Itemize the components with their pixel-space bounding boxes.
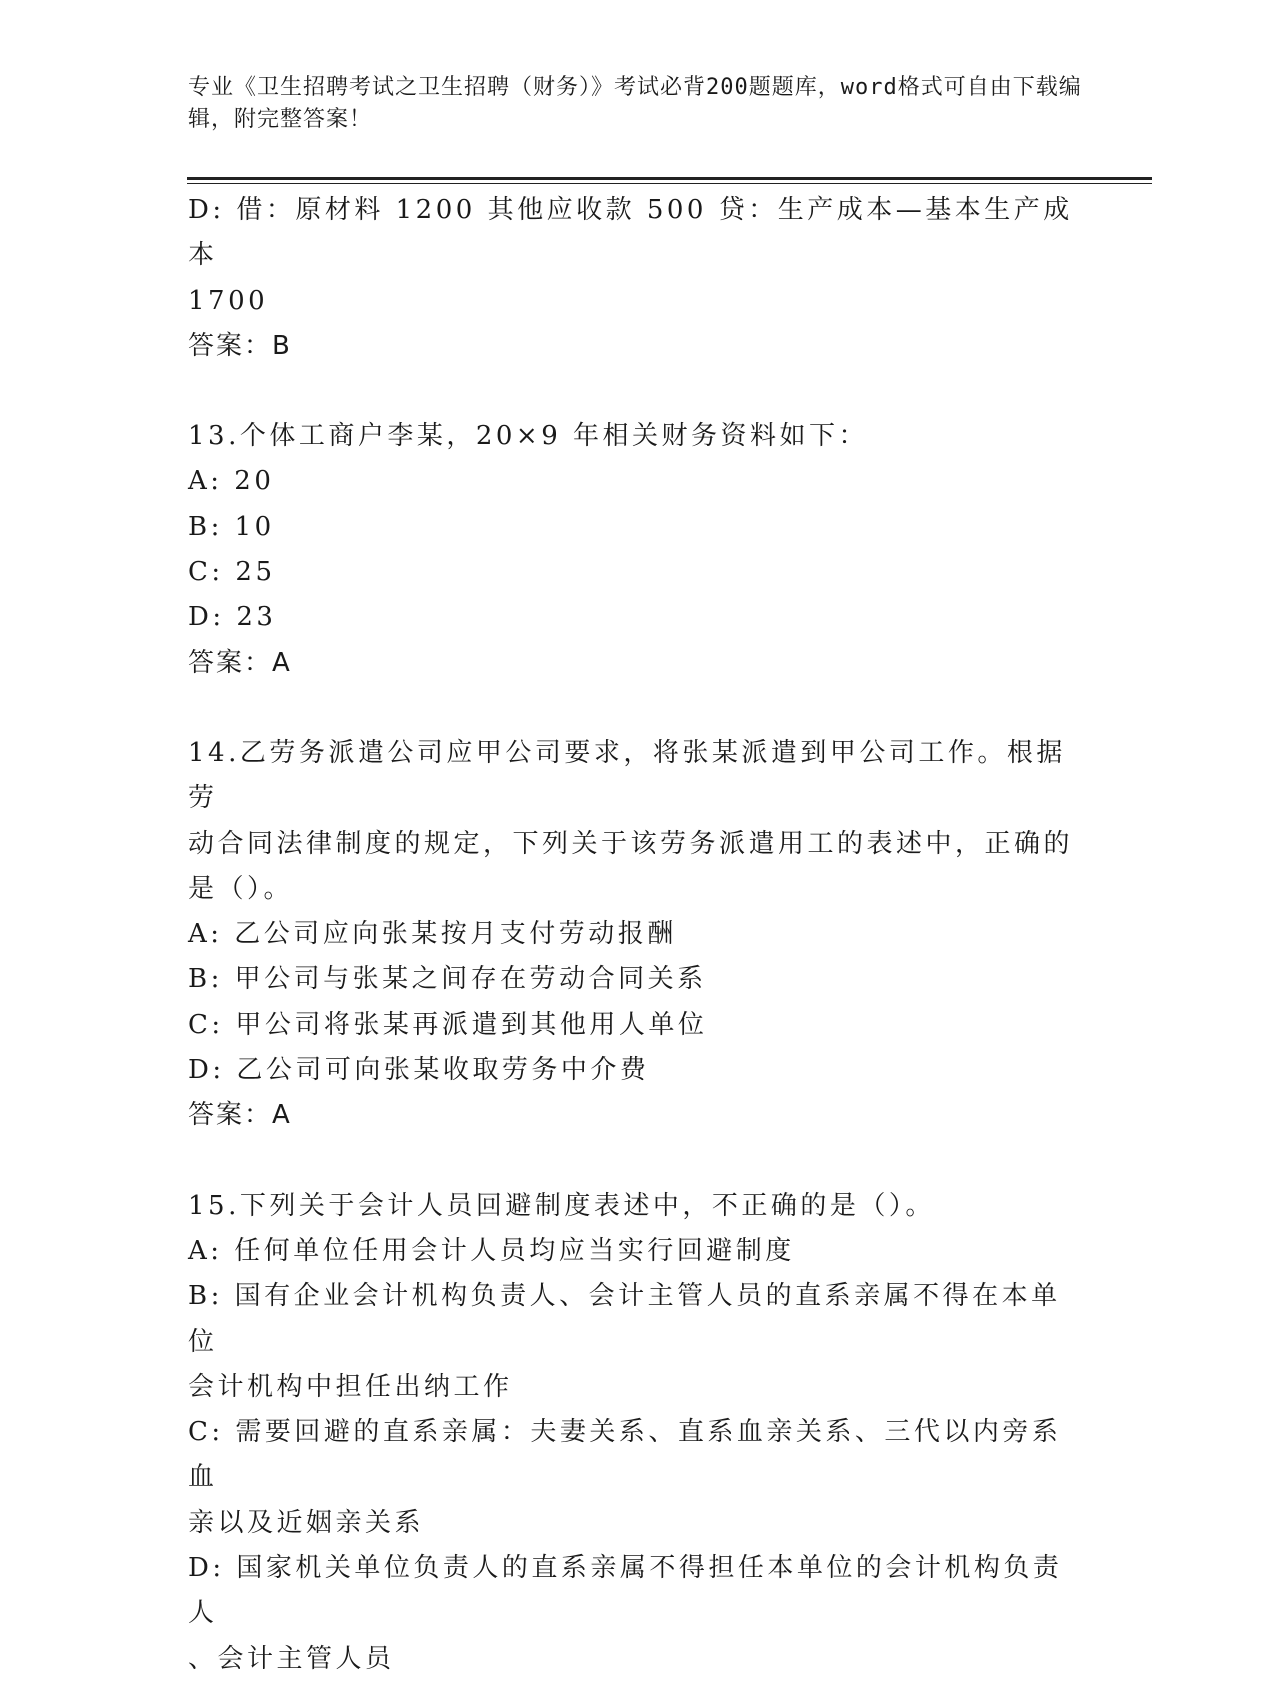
option-b: B: 甲公司与张某之间存在劳动合同关系 (188, 964, 707, 995)
option-d: D: 借：原材料 1200 其他应收款 500 贷：生产成本—基本生产成本 (188, 195, 1073, 271)
option-b: B: 10 (188, 511, 275, 542)
spacer (188, 1139, 1078, 1184)
spacer (188, 686, 1078, 731)
option-c: C: 25 (188, 557, 276, 588)
option-d-continuation: 、会计主管人员 (188, 1643, 395, 1674)
option-b-continuation: 会计机构中担任出纳工作 (188, 1371, 513, 1402)
option-a: A: 20 (188, 466, 275, 497)
option-c-continuation: 亲以及近姻亲关系 (188, 1507, 425, 1538)
header-divider-thick (187, 177, 1152, 180)
option-a: A: 乙公司应向张某按月支付劳动报酬 (188, 919, 677, 950)
previous-question-tail (188, 188, 1078, 369)
question-stem: 15.下列关于会计人员回避制度表述中，不正确的是（）。 (188, 1190, 935, 1221)
question-stem-continuation: 动合同法律制度的规定，下列关于该劳务派遣用工的表述中，正确的 (188, 828, 1074, 859)
option-c: C: 需要回避的直系亲属：夫妻关系、直系血亲关系、三代以内旁系血 (188, 1417, 1062, 1493)
question-14 (188, 731, 1078, 1139)
question-stem-continuation: 是（）。 (188, 873, 294, 904)
question-stem: 14.乙劳务派遣公司应甲公司要求，将张某派遣到甲公司工作。根据劳 (188, 737, 1066, 814)
question-stem: 13.个体工商户李某，20×9 年相关财务资料如下： (188, 421, 869, 452)
document-header: 专业《卫生招聘考试之卫生招聘（财务）》考试必背200题题库，word格式可自由下载编辑，附完整答案！ (188, 75, 1082, 132)
option-d: D: 乙公司可向张某收取劳务中介费 (188, 1055, 650, 1086)
question-content (188, 188, 1078, 1682)
answer-line: 答案：B (188, 330, 292, 361)
question-13 (188, 414, 1078, 686)
spacer (188, 369, 1078, 414)
answer-line: 答案：A (188, 647, 292, 678)
option-d: D: 国家机关单位负责人的直系亲属不得担任本单位的会计机构负责人 (188, 1553, 1063, 1629)
answer-line: 答案：A (188, 1100, 292, 1131)
option-a: A: 任何单位任用会计人员均应当实行回避制度 (188, 1235, 795, 1266)
option-d: D: 23 (188, 602, 277, 633)
option-c: C: 甲公司将张某再派遣到其他用人单位 (188, 1009, 708, 1040)
question-15 (188, 1184, 1078, 1682)
option-d-continuation: 1700 (188, 285, 269, 316)
header-divider-thin (187, 183, 1152, 184)
option-b: B: 国有企业会计机构负责人、会计主管人员的直系亲属不得在本单位 (188, 1281, 1061, 1357)
